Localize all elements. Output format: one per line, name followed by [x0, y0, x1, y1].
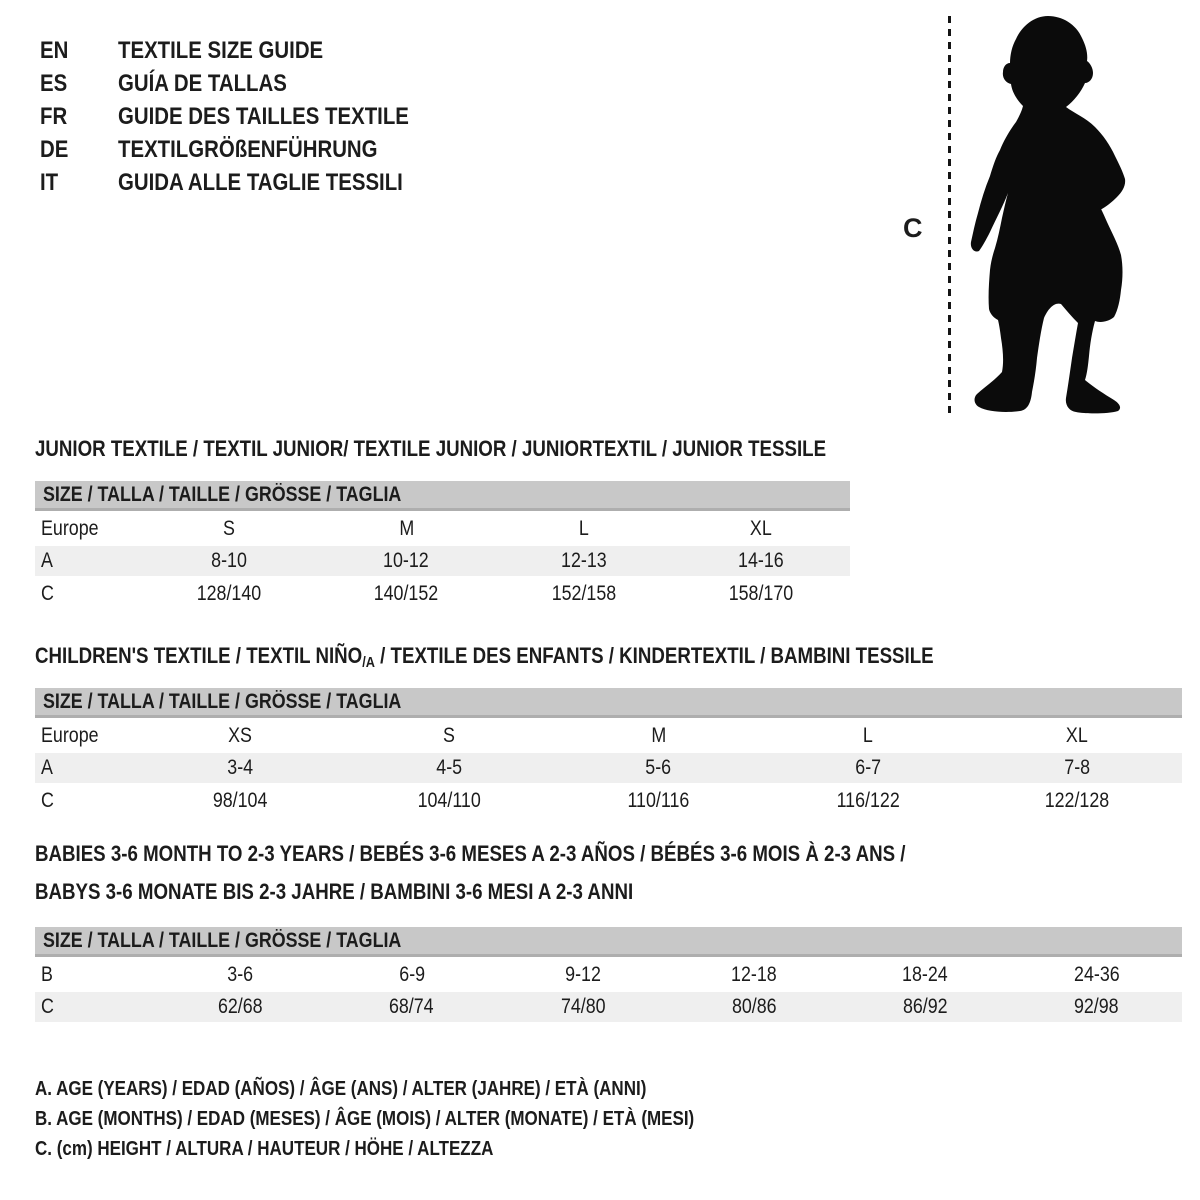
lang-code-en: EN [40, 36, 69, 64]
age-cell: 4-5 [436, 756, 463, 779]
height-cell: 122/128 [1045, 788, 1110, 812]
row-label: Europe [41, 723, 99, 747]
height-cell: 116/122 [836, 788, 900, 812]
babies-size-header: SIZE / TALLA / TAILLE / GRÖSSE / TAGLIA [35, 927, 1182, 957]
size-cell: L [862, 723, 873, 747]
height-cell: 68/74 [389, 995, 435, 1018]
size-cell: XL [1066, 723, 1089, 747]
height-cell: 140/152 [373, 581, 439, 605]
size-cell: XS [227, 723, 252, 747]
children-size-table [35, 688, 1182, 818]
children-size-header: SIZE / TALLA / TAILLE / GRÖSSE / TAGLIA [35, 688, 1182, 718]
children-row-age [35, 753, 1182, 783]
lang-code-it: IT [40, 168, 59, 196]
lang-title-es: GUÍA DE TALLAS [118, 69, 287, 97]
language-title-block [40, 34, 460, 199]
age-cell: 8-10 [210, 549, 247, 572]
height-cell: 158/170 [728, 581, 794, 605]
age-cell: 12-13 [560, 549, 607, 572]
lang-row-it [40, 166, 460, 199]
height-cell: 152/158 [551, 581, 617, 605]
legend-line-c: C. (cm) HEIGHT / ALTURA / HAUTEUR / HÖHE / ALTEZZA [35, 1138, 494, 1160]
lang-row-fr [40, 100, 460, 133]
size-cell: M [398, 516, 414, 540]
height-measure-label-c: C [903, 213, 923, 243]
row-label: A [41, 756, 53, 779]
age-cell: 10-12 [383, 549, 430, 572]
lang-title-en: TEXTILE SIZE GUIDE [118, 36, 324, 64]
age-cell: 7-8 [1064, 756, 1091, 779]
babies-size-table [35, 927, 1182, 1022]
height-cell: 128/140 [196, 581, 262, 605]
lang-code-es: ES [40, 69, 68, 97]
size-cell: M [651, 723, 666, 747]
junior-size-table [35, 481, 850, 611]
size-cell: XL [750, 516, 773, 540]
junior-size-header: SIZE / TALLA / TAILLE / GRÖSSE / TAGLIA [35, 481, 850, 511]
junior-row-europe [35, 511, 850, 546]
lang-title-fr: GUIDE DES TAILLES TEXTILE [118, 102, 409, 130]
lang-row-de [40, 133, 460, 166]
size-cell: L [578, 516, 589, 540]
junior-row-age [35, 546, 850, 576]
height-cell: 80/86 [731, 995, 777, 1018]
lang-row-en [40, 34, 460, 67]
lang-title-it: GUIDA ALLE TAGLIE TESSILI [118, 168, 403, 196]
lang-code-de: DE [40, 135, 69, 163]
legend-line-b: B. AGE (MONTHS) / EDAD (MESES) / ÂGE (MOIS) / ALTER (MONATE) / ETÀ (MESI) [35, 1108, 695, 1130]
nino-a-subscript: /A [362, 654, 375, 671]
age-cell: 6-7 [855, 756, 881, 779]
height-measure-dashed-line [948, 16, 951, 416]
toddler-silhouette-icon [962, 14, 1134, 416]
lang-code-fr: FR [40, 102, 68, 130]
lang-title-de: TEXTILGRÖßENFÜHRUNG [118, 135, 378, 163]
height-cell: 62/68 [218, 995, 263, 1018]
months-cell: 6-9 [398, 962, 425, 986]
children-row-height [35, 783, 1182, 818]
height-cell: 92/98 [1074, 995, 1119, 1018]
row-label: C [41, 788, 54, 812]
row-label: A [41, 549, 53, 572]
age-cell: 5-6 [645, 756, 672, 779]
babies-section-title-line2: BABYS 3-6 MONATE BIS 2-3 JAHRE / BAMBINI 3-6 MESI A 2-3 ANNI [35, 879, 634, 904]
children-row-europe [35, 718, 1182, 753]
row-label: Europe [41, 516, 99, 540]
junior-section-title: JUNIOR TEXTILE / TEXTIL JUNIOR/ TEXTILE JUNIOR / JUNIORTEXTIL / JUNIOR TESSILE [35, 436, 827, 461]
lang-row-es [40, 67, 460, 100]
months-cell: 24-36 [1073, 962, 1120, 986]
size-cell: S [443, 723, 456, 747]
row-label: B [41, 962, 53, 986]
months-cell: 3-6 [227, 962, 254, 986]
legend-line-a: A. AGE (YEARS) / EDAD (AÑOS) / ÂGE (ANS) / ALTER (JAHRE) / ETÀ (ANNI) [35, 1078, 647, 1100]
height-cell: 104/110 [417, 788, 481, 812]
height-cell: 110/116 [627, 788, 690, 812]
row-label: C [41, 581, 54, 605]
row-label: C [41, 995, 54, 1018]
age-cell: 3-4 [226, 756, 253, 779]
junior-row-height [35, 576, 850, 611]
height-cell: 98/104 [212, 788, 267, 812]
height-cell: 86/92 [902, 995, 948, 1018]
babies-section-title-line1: BABIES 3-6 MONTH TO 2-3 YEARS / BEBÉS 3-6 MESES A 2-3 AÑOS / BÉBÉS 3-6 MOIS À 2-3 ANS / [35, 841, 906, 866]
size-cell: S [222, 516, 235, 540]
children-section-title: CHILDREN'S TEXTILE / TEXTIL $NIÑO_{/A}$ / TEXTILE DES ENFANTS / KINDERTEXTIL / BAMBINI TESSILE [35, 643, 934, 671]
age-cell: 14-16 [738, 549, 785, 572]
months-cell: 12-18 [731, 962, 777, 986]
babies-row-height [35, 992, 1182, 1022]
months-cell: 18-24 [902, 962, 949, 986]
months-cell: 9-12 [565, 962, 601, 986]
height-cell: 74/80 [560, 995, 606, 1018]
babies-row-months [35, 957, 1182, 992]
